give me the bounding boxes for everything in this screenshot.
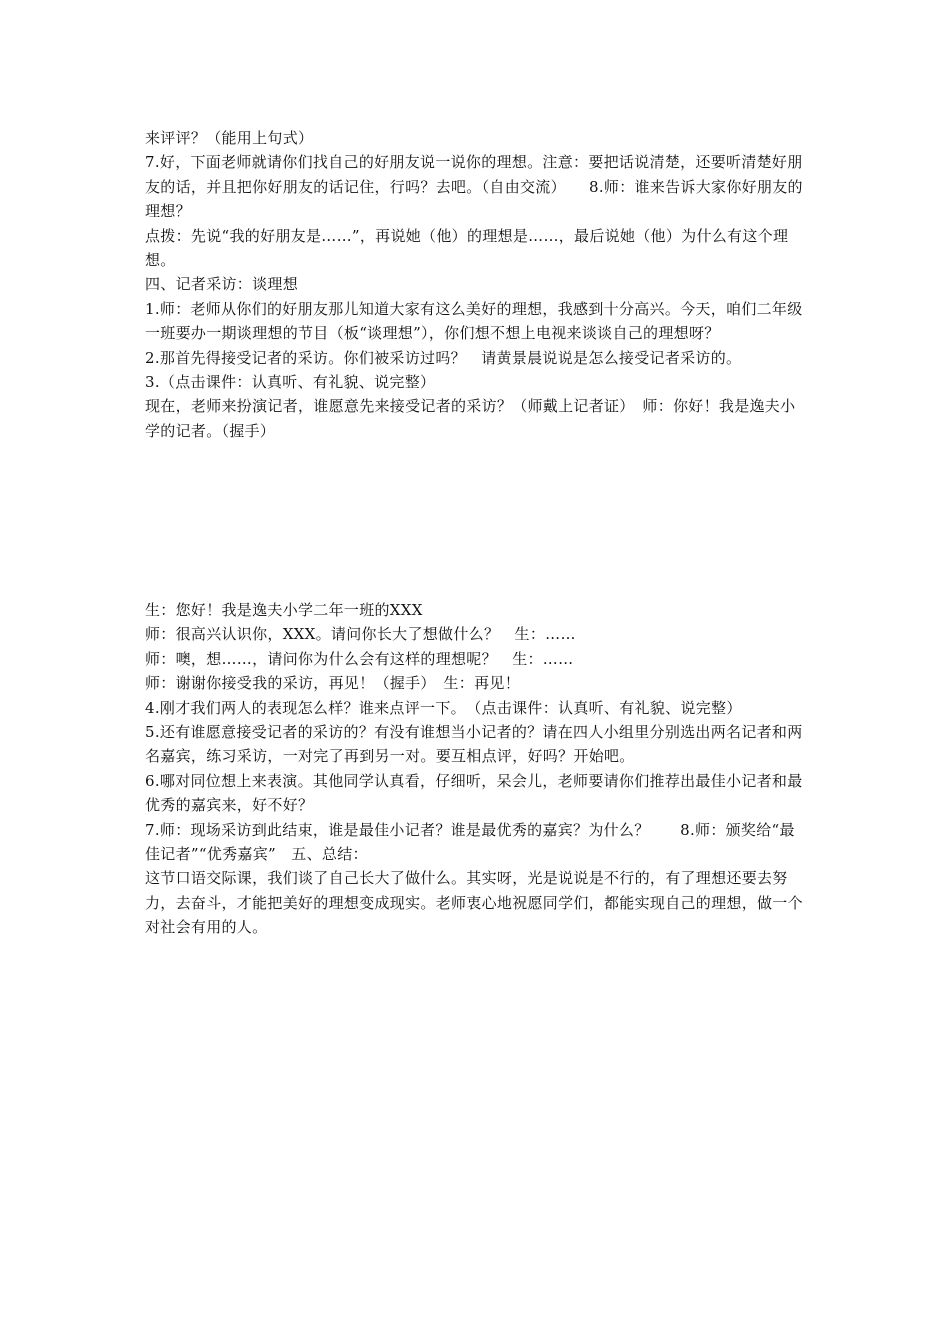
dialogue-line: 师：很高兴认识你，XXX。请问你长大了想做什么？ 生：……: [145, 625, 576, 644]
dialogue-line: 生：您好！我是逸夫小学二年一班的XXX: [145, 601, 423, 619]
dialogue-line: 师：谢谢你接受我的采访，再见！（握手） 生：再见！: [145, 674, 521, 693]
section-heading: 四、记者采访：谈理想: [145, 275, 299, 294]
paragraph: 6.哪对同位想上来表演。其他同学认真看，仔细听，呆会儿，老师要请你们推荐出最佳小记者和最优秀的嘉宾来，好不好？: [145, 771, 803, 815]
paragraph: 7.师：现场采访到此结束，谁是最佳小记者？谁是最优秀的嘉宾？为什么？ 8.师：颁奖给“最佳记者”“优秀嘉宾” 五、总结：: [145, 820, 795, 864]
paragraph: 1.师：老师从你们的好朋友那儿知道大家有这么美好的理想，我感到十分高兴。今天，咱们二年级一班要办一期谈理想的节目（板“谈理想”），你们想不想上电视来谈谈自己的理想呀？: [145, 299, 803, 343]
paragraph: 这节口语交际课，我们谈了自己长大了做什么。其实呀，光是说说是不行的，有了理想还要去努力，去奋斗，才能把美好的理想变成现实。老师衷心地祝愿同学们，都能实现自己的理想，做一个对社会有用的人。: [145, 869, 803, 937]
paragraph: 2.那首先得接受记者的采访。你们被采访过吗？ 请黄景晨说说是怎么接受记者采访的。: [145, 348, 742, 367]
paragraph: 现在，老师来扮演记者，谁愿意先来接受记者的采访？（师戴上记者证） 师：你好！我是逸夫小学的记者。（握手）: [145, 397, 796, 440]
paragraph: 来评评？（能用上句式）: [145, 129, 314, 147]
lesson-text-block-2: [145, 598, 809, 940]
lesson-text-block-1: [145, 126, 809, 443]
paragraph: 5.还有谁愿意接受记者的采访的？有没有谁想当小记者的？请在四人小组里分别选出两名记者和两名嘉宾，练习采访，一对完了再到另一对。要互相点评，好吗？开始吧。: [145, 723, 803, 766]
paragraph: 7.好，下面老师就请你们找自己的好朋友说一说你的理想。注意：要把话说清楚，还要听清楚好朋友的话，并且把你好朋友的话记住，行吗？去吧。（自由交流） 8.师：谁来告诉大家你好朋友的理想？: [145, 153, 803, 221]
paragraph: 4.刚才我们两人的表现怎么样？谁来点评一下。 （点击课件：认真听、有礼貌、说完整）: [145, 698, 742, 717]
paragraph: 点拨：先说“我的好朋友是……”，再说她（他）的理想是……，最后说她（他）为什么有这个理想。: [145, 226, 789, 270]
dialogue-line: 师：噢，想……，请问你为什么会有这样的理想呢？ 生：……: [145, 649, 574, 668]
paragraph: 3.（点击课件：认真听、有礼貌、说完整）: [145, 373, 436, 392]
